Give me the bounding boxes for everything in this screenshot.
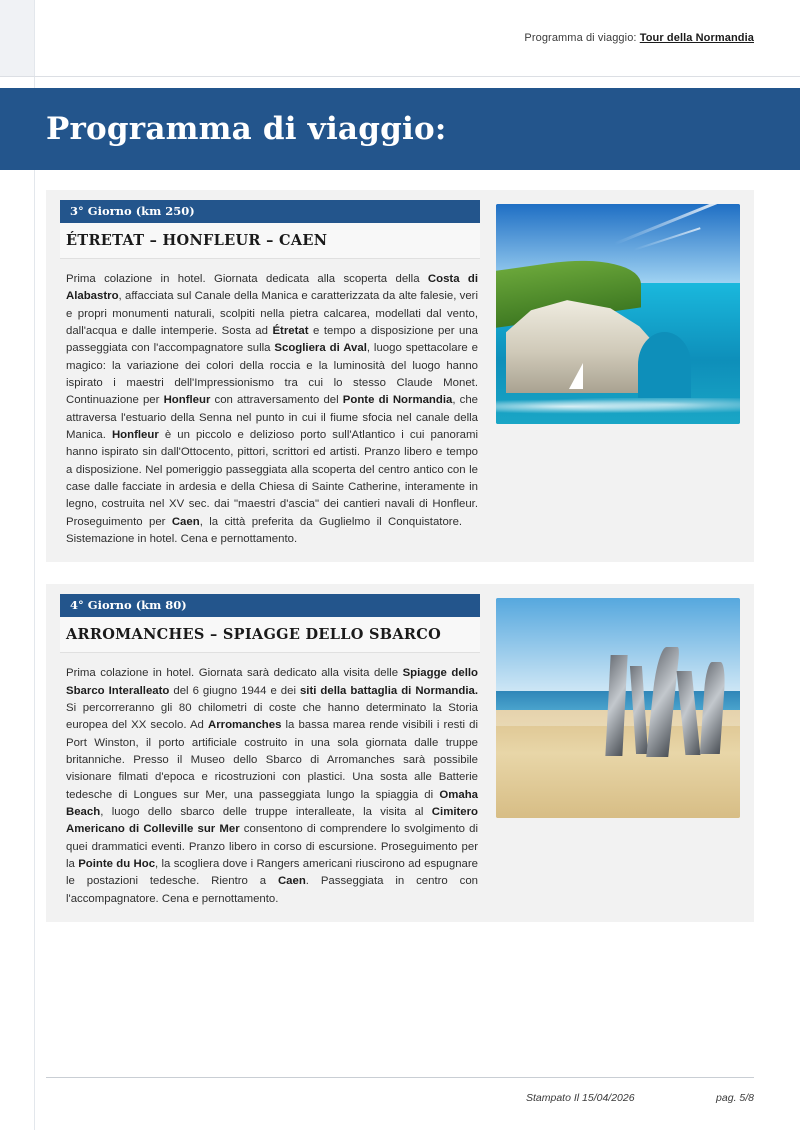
arromanches-beach-photo [496,598,740,818]
page-number: pag. 5/8 [716,1092,754,1104]
day-description: Prima colazione in hotel. Giornata dedicata alla scoperta della Costa di Alabastro, affacciata sul Canale della Manica e caratterizzata da alte falesie, veri e propri monumenti naturali, scolpiti nella pietra calcarea, modellati dal vento, dall'acqua e dalle intemperie. Sosta ad Étretat e tempo a disposizione per una passeggiata con l'accompagnatore sulla Scogliera di Aval, luogo spettacolare e magico: la variazione dei colori della roccia e la luminosità del luogo hanno ispirato i maestri dell'Impressionismo tra cui lo stesso Claude Monet. Continuazione per Honfleur con attraversamento del Ponte di Normandia, che attraversa l'estuario della Senna nel punto in cui il fiume sfocia nel canale della Manica. Honfleur è un piccolo e delizioso porto sull'Atlantico i cui panorami hanno ispirato sin dall'Ottocento, pittori, scrittori ed artisti. Pranzo libero e tempo a disposizione. Nel pomeriggio passeggiata alla scoperta del centro antico con le case dalle facciate in ardesia e della Chiesa di Sainte Catherine, interamente in legno, costruita nel XV sec. dai "maestri d'ascia" dei cantieri navali di Honfleur. Proseguimento per Caen, la città preferita da Guglielmo il Conquistatore. Sistemazione in hotel. Cena e pernottamento. [66,273,479,545]
photo-sea-foam [496,398,740,416]
itinerary-content [46,190,754,944]
header-document-title: Tour della Normandia [639,32,754,44]
photo-sailboat [569,363,583,389]
page-title: Programma di viaggio: [46,111,447,147]
etretat-cliffs-photo [496,204,740,424]
header-breadcrumb [524,32,754,44]
print-date: Stampato Il 15/04/2026 [526,1092,635,1104]
header-prefix-label: Programma di viaggio: [524,32,640,44]
day-route-title: ÉTRETAT – HONFLEUR – CAEN [60,223,480,259]
page-title-band [0,88,800,170]
day-route-title: ARROMANCHES – SPIAGGE DELLO SBARCO [60,617,480,653]
day-badge: 4° Giorno (km 80) [60,594,480,617]
footer-divider [46,1077,754,1078]
photo-cliff-arch [638,332,692,398]
day-card [46,190,754,562]
day-card [46,584,754,922]
day-badge: 3° Giorno (km 250) [60,200,480,223]
header-divider [0,76,800,77]
day-description: Prima colazione in hotel. Giornata sarà dedicato alla visita delle Spiagge dello Sbarco Interalleato del 6 giugno 1944 e dei siti della battaglia di Normandia. Si percorreranno gli 80 chilometri di coste che hanno determinato la Storia europea del XX secolo. Ad Arromanches la bassa marea rende visibili i resti di Port Winston, il porto artificiale costruito in una sola giornata dalle truppe britanniche. Presso il Museo dello Sbarco di Arromanches sarà possibile visionare filmati d'epoca e ricostruzioni con plastici. Una sosta alle Batterie tedesche di Longues sur Mer, una passeggiata lungo la spiaggia di Omaha Beach, luogo dello sbarco delle truppe interalleate, la visita al Cimitero Americano di Colleville sur Mer consentono di comprendere lo svolgimento di quei drammatici eventi. Pranzo libero in corso di escursione. Proseguimento per la Pointe du Hoc, la scogliera dove i Rangers americani riuscirono ad espugnare le postazioni tedesche. Rientro a Caen. Passeggiata in centro con l'accompagnatore. Cena e pernottamento. [66,667,479,905]
document-header [0,0,800,76]
left-margin-bar [0,76,35,1130]
